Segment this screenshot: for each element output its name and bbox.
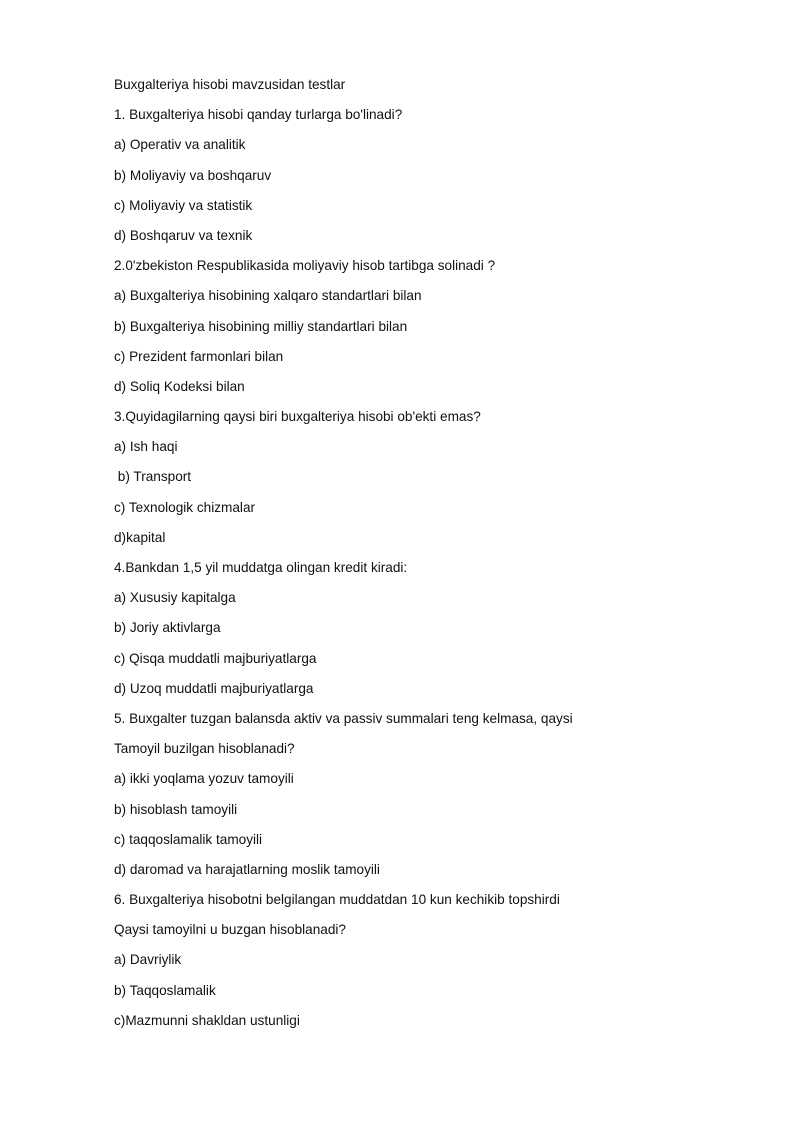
- answer-option: a) Operativ va analitik: [114, 137, 246, 153]
- document-title: Buxgalteriya hisobi mavzusidan testlar: [114, 77, 346, 92]
- answer-option: d) Boshqaruv va texnik: [114, 227, 253, 243]
- answer-option: c) Moliyaviy va statistik: [114, 197, 253, 213]
- question-3: 3.Quyidagilarning qaysi biri buxgalteriya hisobi ob'ekti emas?: [114, 409, 481, 425]
- answer-option: a) Ish haqi: [114, 439, 178, 455]
- question-5-continuation: Tamoyil buzilgan hisoblanadi?: [114, 741, 295, 757]
- answer-option: a) Buxgalteriya hisobining xalqaro standartlari bilan: [114, 288, 422, 304]
- answer-option: a) ikki yoqlama yozuv tamoyili: [114, 771, 294, 787]
- answer-option: b) Moliyaviy va boshqaruv: [114, 167, 272, 183]
- question-1: 1. Buxgalteriya hisobi qanday turlarga bo'linadi?: [114, 107, 403, 123]
- answer-option: c) Texnologik chizmalar: [114, 499, 256, 515]
- question-5: 5. Buxgalter tuzgan balansda aktiv va passiv summalari teng kelmasa, qaysi: [114, 710, 573, 726]
- answer-option: c) Prezident farmonlari bilan: [114, 348, 284, 364]
- answer-option: c) Qisqa muddatli majburiyatlarga: [114, 650, 317, 666]
- question-6-continuation: Qaysi tamoyilni u buzgan hisoblanadi?: [114, 922, 346, 938]
- question-2: 2.0'zbekiston Respublikasida moliyaviy hisob tartibga solinadi ?: [114, 258, 496, 274]
- document-body: [114, 75, 734, 1041]
- answer-option: d)kapital: [114, 529, 166, 545]
- question-6: 6. Buxgalteriya hisobotni belgilangan muddatdan 10 kun kechikib topshirdi: [114, 892, 560, 908]
- question-4: 4.Bankdan 1,5 yil muddatga olingan kredit kiradi:: [114, 560, 408, 575]
- answer-option: c)Mazmunni shakldan ustunligi: [114, 1012, 300, 1028]
- answer-option: b) Transport: [114, 469, 192, 485]
- answer-option: a) Xususiy kapitalga: [114, 590, 236, 606]
- answer-option: d) Uzoq muddatli majburiyatlarga: [114, 680, 314, 696]
- answer-option: b) Buxgalteriya hisobining milliy standartlari bilan: [114, 318, 408, 334]
- answer-option: b) hisoblash tamoyili: [114, 801, 238, 817]
- answer-option: b) Joriy aktivlarga: [114, 620, 221, 636]
- answer-option: c) taqqoslamalik tamoyili: [114, 831, 263, 847]
- answer-option: b) Taqqoslamalik: [114, 982, 216, 998]
- answer-option: d) Soliq Kodeksi bilan: [114, 378, 245, 394]
- answer-option: d) daromad va harajatlarning moslik tamoyili: [114, 861, 380, 877]
- answer-option: a) Davriylik: [114, 952, 182, 968]
